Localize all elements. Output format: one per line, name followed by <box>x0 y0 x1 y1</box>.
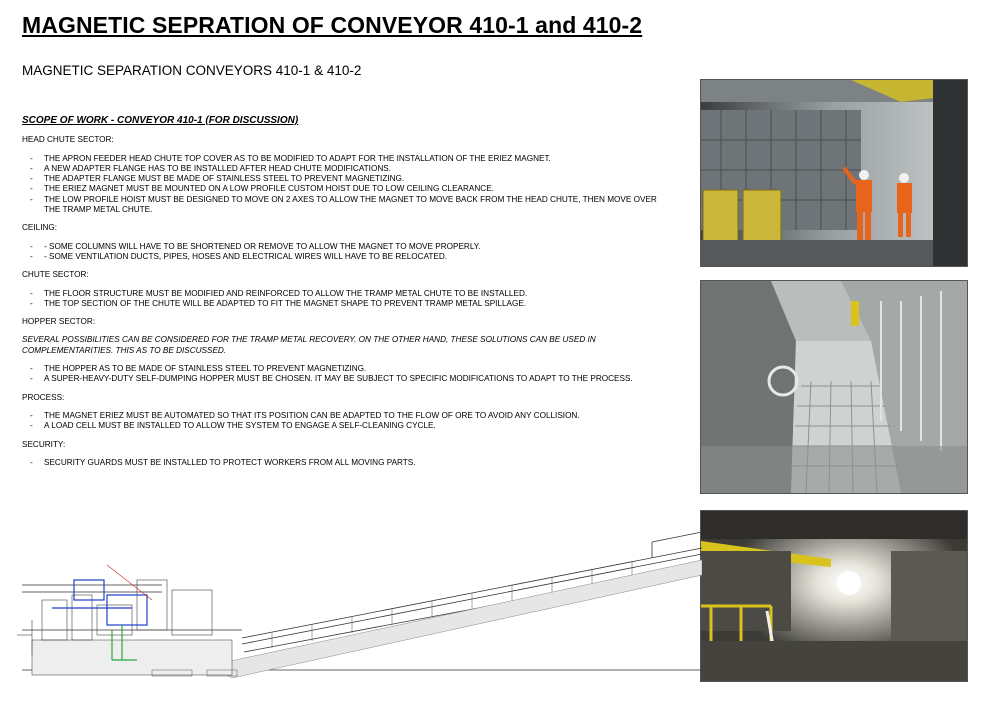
scope-of-work <box>22 116 672 468</box>
head-chute-list <box>22 154 672 216</box>
list-item: - A LOAD CELL MUST BE INSTALLED TO ALLOW THE SYSTEM TO ENGAGE A SELF-CLEANING CYCLE. <box>22 421 672 431</box>
hopper-heading: HOPPER SECTOR: <box>22 317 96 327</box>
security-list <box>22 458 672 468</box>
list-item: - THE HOPPER AS TO BE MADE OF STAINLESS STEEL TO PREVENT MAGNETIZING. <box>22 364 672 374</box>
photo-head-chute-workers <box>700 79 968 267</box>
page-title: MAGNETIC SEPRATION OF CONVEYOR 410-1 and 410-2 <box>22 12 643 38</box>
page-subtitle: MAGNETIC SEPARATION CONVEYORS 410-1 & 410-2 <box>22 63 362 78</box>
list-item: - A SUPER-HEAVY-DUTY SELF-DUMPING HOPPER MUST BE CHOSEN. IT MAY BE SUBJECT TO SPECIFIC MODIFICATIONS TO ADAPT TO THE PROCESS. <box>22 374 672 384</box>
list-item: - THE LOW PROFILE HOIST MUST BE DESIGNED TO MOVE ON 2 AXES TO ALLOW THE MAGNET TO MOVE BACK FROM THE HEAD CHUTE, THEN MOVE OVER THE TRAMP METAL CHUTE. <box>22 195 672 216</box>
chute-heading: CHUTE SECTOR: <box>22 270 89 280</box>
list-item: - THE MAGNET ERIEZ MUST BE AUTOMATED SO THAT ITS POSITION CAN BE ADAPTED TO THE FLOW OF ORE TO AVOID ANY COLLISION. <box>22 411 672 421</box>
list-item: - - SOME COLUMNS WILL HAVE TO BE SHORTENED OR REMOVE TO ALLOW THE MAGNET TO MOVE PROPERLY. <box>22 242 672 252</box>
process-list <box>22 411 672 432</box>
ceiling-heading: CEILING: <box>22 223 58 233</box>
scope-heading: SCOPE OF WORK - CONVEYOR 410-1 (FOR DISCUSSION) <box>22 115 299 126</box>
list-item: - THE APRON FEEDER HEAD CHUTE TOP COVER AS TO BE MODIFIED TO ADAPT FOR THE INSTALLATION OF THE ERIEZ MAGNET. <box>22 154 672 164</box>
list-item: - THE ERIEZ MAGNET MUST BE MOUNTED ON A LOW PROFILE CUSTOM HOIST DUE TO LOW CEILING CLEARANCE. <box>22 184 672 194</box>
list-item: - THE ADAPTER FLANGE MUST BE MADE OF STAINLESS STEEL TO PREVENT MAGNETIZING. <box>22 174 672 184</box>
conveyor-elevation-drawing <box>12 520 702 690</box>
hopper-paragraph: SEVERAL POSSIBILITIES CAN BE CONSIDERED FOR THE TRAMP METAL RECOVERY. ON THE OTHER HAND, THESE SOLUTIONS CAN BE USED IN COMPLEMENTARITIES. THIS AS TO BE DISCUSSED. <box>22 335 596 355</box>
hopper-list <box>22 364 672 385</box>
chute-list <box>22 289 672 310</box>
head-chute-heading: HEAD CHUTE SECTOR: <box>22 135 114 145</box>
list-item: - - SOME VENTILATION DUCTS, PIPES, HOSES AND ELECTRICAL WIRES WILL HAVE TO BE RELOCATED. <box>22 252 672 262</box>
photo-walkway-grating <box>700 280 968 494</box>
process-heading: PROCESS: <box>22 392 65 402</box>
ceiling-list <box>22 242 672 263</box>
list-item: - THE TOP SECTION OF THE CHUTE WILL BE ADAPTED TO FIT THE MAGNET SHAPE TO PREVENT TRAMP METAL SPILLAGE. <box>22 299 672 309</box>
list-item: - A NEW ADAPTER FLANGE HAS TO BE INSTALLED AFTER HEAD CHUTE MODIFICATIONS. <box>22 164 672 174</box>
photo-tunnel-lighting <box>700 510 968 682</box>
list-item: - SECURITY GUARDS MUST BE INSTALLED TO PROTECT WORKERS FROM ALL MOVING PARTS. <box>22 458 672 468</box>
security-heading: SECURITY: <box>22 439 66 449</box>
list-item: - THE FLOOR STRUCTURE MUST BE MODIFIED AND REINFORCED TO ALLOW THE TRAMP METAL CHUTE TO BE INSTALLED. <box>22 289 672 299</box>
